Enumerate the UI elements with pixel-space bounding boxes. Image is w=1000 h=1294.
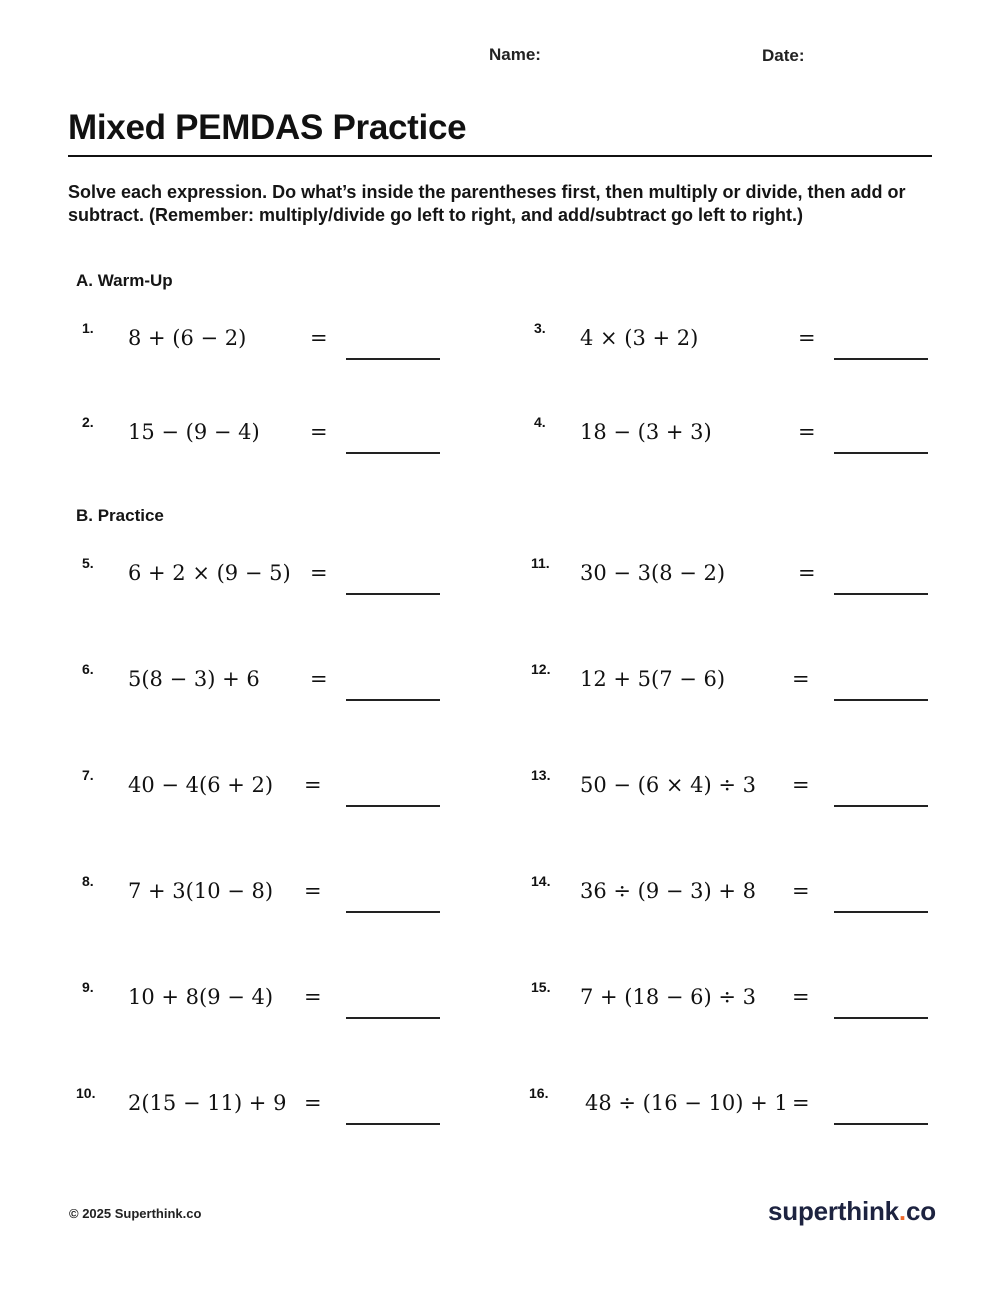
answer-blank[interactable] [834, 1017, 928, 1019]
equals-sign: = [792, 1091, 810, 1115]
problem-number: 12. [531, 661, 551, 677]
instructions: Solve each expression. Do what’s inside the parentheses first, then multiply or divide, then add or subtract. (Remember: multiply/divide go left to right, and add/subtract go left to right.) [68, 182, 906, 225]
problem-number: 2. [82, 414, 94, 430]
problem-number: 11. [531, 555, 550, 571]
equals-sign: = [792, 879, 810, 903]
answer-blank[interactable] [834, 805, 928, 807]
problem-expression: 7 + 3(10 − 8) [128, 879, 274, 903]
answer-blank[interactable] [834, 452, 928, 454]
title-divider [68, 155, 932, 157]
equals-sign: = [310, 561, 328, 585]
problem-number: 5. [82, 555, 94, 571]
equals-sign: = [310, 667, 328, 691]
problem-expression: 12 + 5(7 − 6) [580, 667, 726, 691]
equals-sign: = [304, 773, 322, 797]
page-title: Mixed PEMDAS Practice [68, 108, 467, 147]
equals-sign: = [792, 985, 810, 1009]
problem-expression: 6 + 2 × (9 − 5) [128, 561, 291, 585]
answer-blank[interactable] [346, 593, 440, 595]
equals-sign: = [310, 420, 328, 444]
problem-expression: 4 × (3 + 2) [580, 326, 699, 350]
answer-blank[interactable] [346, 1123, 440, 1125]
problem-expression: 5(8 − 3) + 6 [128, 667, 260, 691]
brand-logo [768, 1196, 936, 1227]
name-label: Name: [489, 45, 541, 64]
problem-expression: 7 + (18 − 6) ÷ 3 [580, 985, 757, 1009]
equals-sign: = [304, 879, 322, 903]
section-title-practice: B. Practice [76, 506, 164, 525]
equals-sign: = [792, 667, 810, 691]
equals-sign: = [798, 420, 816, 444]
equals-sign: = [792, 773, 810, 797]
problem-number: 1. [82, 320, 94, 336]
problem-expression: 30 − 3(8 − 2) [580, 561, 726, 585]
problem-expression: 48 ÷ (16 − 10) + 1 [585, 1091, 788, 1115]
problem-expression: 36 ÷ (9 − 3) + 8 [580, 879, 757, 903]
brand-main: superthink [768, 1196, 899, 1226]
answer-blank[interactable] [346, 805, 440, 807]
problem-number: 9. [82, 979, 94, 995]
equals-sign: = [304, 1091, 322, 1115]
date-label: Date: [762, 46, 805, 65]
answer-blank[interactable] [346, 699, 440, 701]
problem-number: 13. [531, 767, 551, 783]
section-title-warmup: A. Warm-Up [76, 271, 173, 290]
answer-blank[interactable] [834, 593, 928, 595]
problem-expression: 10 + 8(9 − 4) [128, 985, 274, 1009]
answer-blank[interactable] [346, 452, 440, 454]
equals-sign: = [310, 326, 328, 350]
brand-dot: . [898, 1196, 906, 1226]
problem-number: 10. [76, 1085, 96, 1101]
problem-expression: 50 − (6 × 4) ÷ 3 [580, 773, 757, 797]
answer-blank[interactable] [346, 1017, 440, 1019]
problem-number: 4. [534, 414, 546, 430]
brand-tld: co [905, 1196, 936, 1226]
answer-blank[interactable] [834, 699, 928, 701]
equals-sign: = [798, 326, 816, 350]
answer-blank[interactable] [834, 911, 928, 913]
equals-sign: = [304, 985, 322, 1009]
answer-blank[interactable] [346, 911, 440, 913]
answer-blank[interactable] [834, 358, 928, 360]
problem-expression: 15 − (9 − 4) [128, 420, 260, 444]
problem-number: 7. [82, 767, 94, 783]
answer-blank[interactable] [346, 358, 440, 360]
problem-number: 8. [82, 873, 94, 889]
answer-blank[interactable] [834, 1123, 928, 1125]
problem-expression: 18 − (3 + 3) [580, 420, 712, 444]
problem-number: 3. [534, 320, 546, 336]
problem-number: 15. [531, 979, 551, 995]
copyright: © 2025 Superthink.co [69, 1206, 202, 1221]
problem-expression: 2(15 − 11) + 9 [128, 1091, 287, 1115]
problem-expression: 40 − 4(6 + 2) [128, 773, 274, 797]
problem-expression: 8 + (6 − 2) [128, 326, 247, 350]
problem-number: 16. [529, 1085, 549, 1101]
problem-number: 14. [531, 873, 551, 889]
problem-number: 6. [82, 661, 94, 677]
equals-sign: = [798, 561, 816, 585]
